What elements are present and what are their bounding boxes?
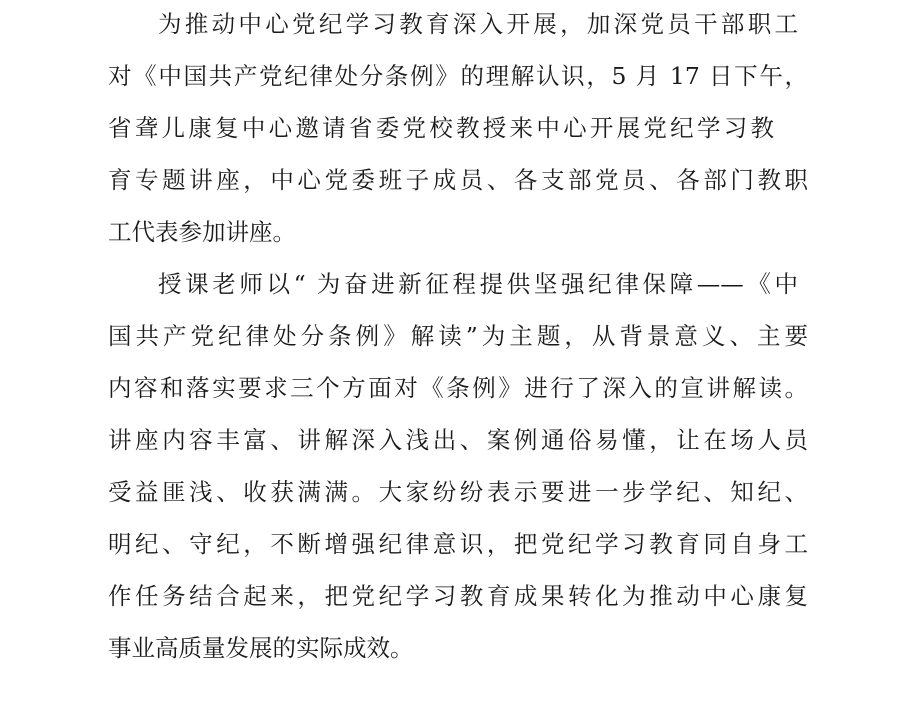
paragraph-2-line-5: 受益匪浅、收获满满。大家纷纷表示要进一步学纪、知纪、 bbox=[108, 478, 808, 506]
paragraph-1-line-2: 对《中国共产党纪律处分条例》的理解认识，5 月 17 日下午， bbox=[108, 62, 808, 90]
paragraph-2-line-7: 作任务结合起来，把党纪学习教育成果转化为推动中心康复 bbox=[108, 582, 808, 610]
paragraph-2-line-4: 讲座内容丰富、讲解深入浅出、案例通俗易懂，让在场人员 bbox=[108, 426, 808, 454]
paragraph-1-line-5: 工代表参加讲座。 bbox=[108, 218, 296, 246]
paragraph-2-line-3: 内容和落实要求三个方面对《条例》进行了深入的宣讲解读。 bbox=[108, 374, 808, 402]
paragraph-2-line-8: 事业高质量发展的实际成效。 bbox=[108, 634, 414, 662]
paragraph-1-line-1: 为推动中心党纪学习教育深入开展，加深党员干部职工 bbox=[158, 10, 798, 38]
paragraph-1-line-3: 省聋儿康复中心邀请省委党校教授来中心开展党纪学习教 bbox=[108, 114, 774, 142]
paragraph-1-line-4: 育专题讲座，中心党委班子成员、各支部党员、各部门教职 bbox=[108, 166, 808, 194]
paragraph-2-line-2: 国共产党纪律处分条例》解读”为主题，从背景意义、主要 bbox=[108, 322, 808, 350]
paragraph-2-line-6: 明纪、守纪，不断增强纪律意识，把党纪学习教育同自身工 bbox=[108, 530, 808, 558]
paragraph-2-line-1: 授课老师以“ 为奋进新征程提供坚强纪律保障——《中 bbox=[158, 270, 798, 298]
